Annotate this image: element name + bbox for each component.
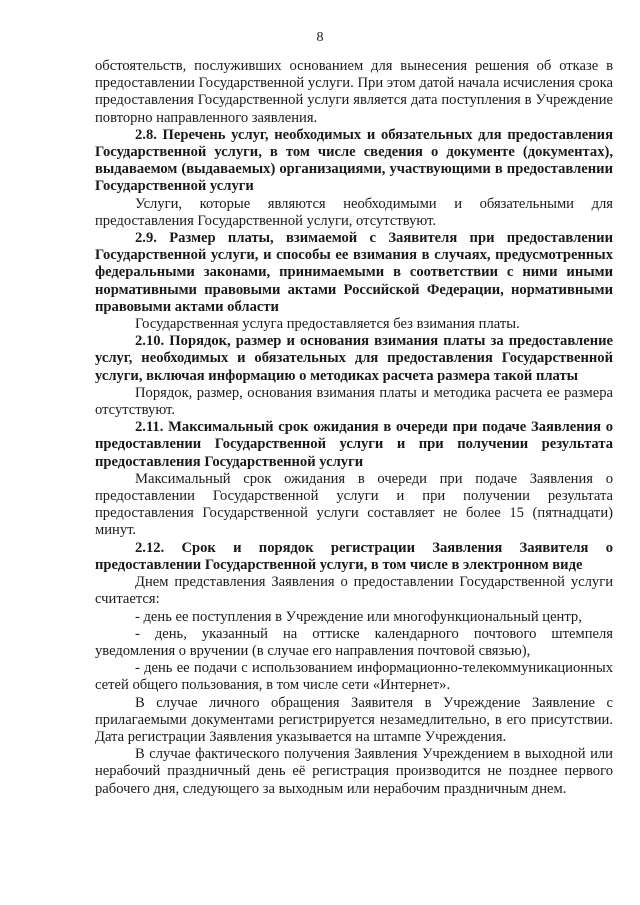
list-item: - день ее подачи с использованием информационно-телекоммуникационных сетей общего пользования, в том числе сети «Интернет». (95, 660, 613, 694)
document-body (95, 58, 613, 798)
heading-2-9: 2.9. Размер платы, взимаемой с Заявителя при предоставлении Государственной услуги, и способы ее взимания в случаях, предусмотренных федеральными законами, принимаемыми в соответствии с ними иными нормативными правовыми актами Российской Федерации, нормативными правовыми актами области (95, 230, 613, 315)
list-item: - день ее поступления в Учреждение или многофункциональный центр, (135, 608, 582, 625)
paragraph-2-12-intro: Днем представления Заявления о предоставлении Государственной услуги считается: (95, 574, 613, 608)
paragraph-2-10-body: Порядок, размер, основания взимания платы и методика расчета ее размера отсутствуют. (95, 384, 613, 419)
paragraph-2-8-body: Услуги, которые являются необходимыми и обязательными для предоставления Государственной услуги, отсутствуют. (95, 195, 613, 229)
paragraph-continuation: обстоятельств, послуживших основанием для вынесения решения об отказе в предоставлении Государственной услуги. При этом датой начала исчисления срока предоставления Государственной услуги является дата поступления в Учреждение повторно направленного заявления. (95, 58, 613, 126)
paragraph-2-9-body: Государственная услуга предоставляется без взимания платы. (135, 316, 520, 333)
heading-2-11: 2.11. Максимальный срок ожидания в очереди при подаче Заявления о предоставлении Государственной услуги и при получении результата предоставления Государственной услуги (95, 419, 613, 470)
paragraph-holiday-receipt: В случае фактического получения Заявления Учреждением в выходной или нерабочий праздничный день её регистрация производится не позднее первого рабочего дня, следующего за выходным или нерабочим праздничным днем. (95, 746, 613, 797)
heading-2-10: 2.10. Порядок, размер и основания взимания платы за предоставление услуг, необходимых и обязательных для предоставления Государственной услуги, включая информацию о методиках расчета размера такой платы (95, 333, 613, 384)
heading-2-8: 2.8. Перечень услуг, необходимых и обязательных для предоставления Государственной услуги, в том числе сведения о документе (документах), выдаваемом (выдаваемых) организациями, участвующими в предоставлении Государственной услуги (95, 126, 613, 195)
page-number: 8 (316, 30, 324, 45)
paragraph-2-11-body: Максимальный срок ожидания в очереди при подаче Заявления о предоставлении Государственной услуги и при получении результата предоставления Государственной услуги составляет не более 15 (пятнадцати) минут. (95, 470, 613, 539)
list-item: - день, указанный на оттиске календарного почтового штемпеля уведомления о вручении (в случае его направления почтовой связью), (95, 625, 613, 659)
heading-2-12: 2.12. Срок и порядок регистрации Заявления Заявителя о предоставлении Государственной услуги, в том числе в электронном виде (95, 539, 613, 573)
paragraph-personal-visit: В случае личного обращения Заявителя в Учреждение Заявление с прилагаемыми документами регистрируется незамедлительно, в его присутствии. Дата регистрации Заявления указывается на штампе Учреждения. (95, 694, 613, 745)
